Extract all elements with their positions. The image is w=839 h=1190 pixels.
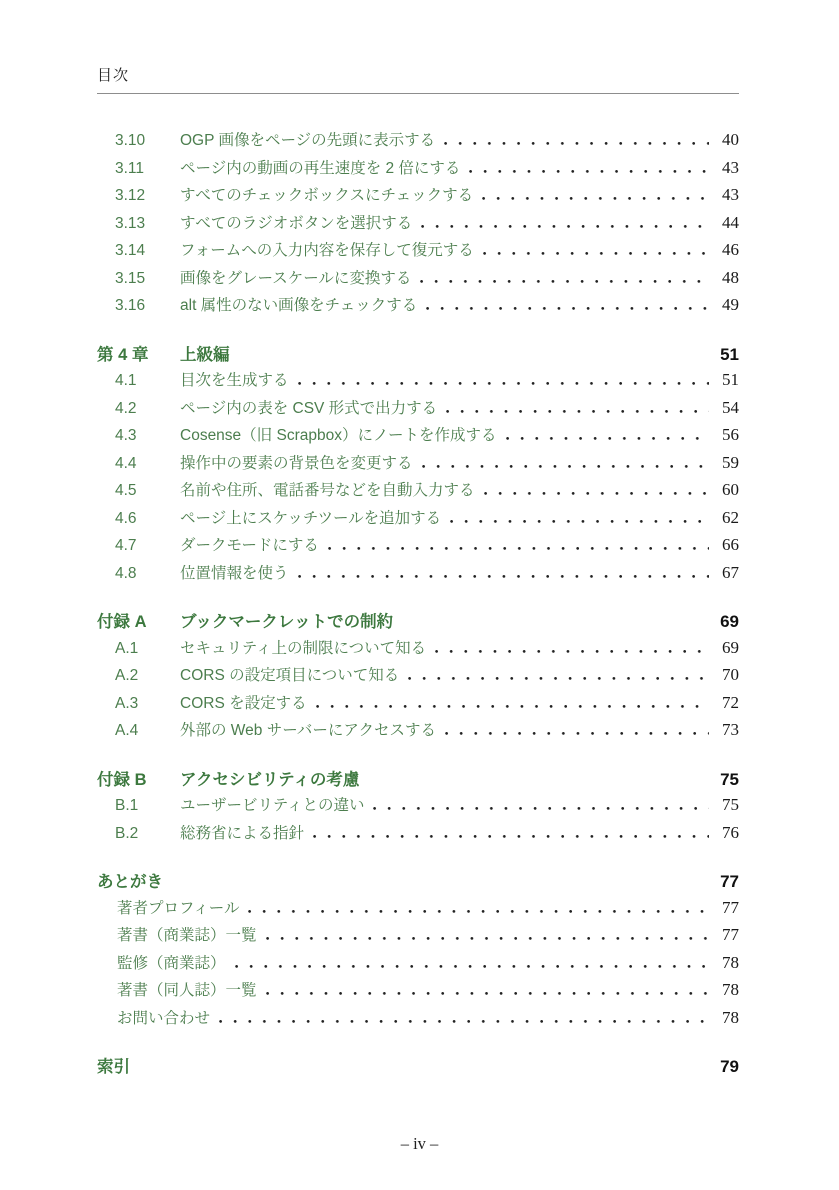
- entry-title: CORS を設定する: [180, 694, 307, 712]
- entry-page-number: 56: [722, 425, 739, 444]
- page-title: 目次: [97, 67, 130, 84]
- entry-title: 著書（同人誌）一覧: [117, 982, 257, 999]
- entry-title: 監修（商業誌）: [117, 954, 226, 972]
- toc-entry-row[interactable]: [97, 533, 739, 561]
- entry-page-number: 78: [722, 980, 739, 999]
- section-number: 4.2: [115, 399, 137, 417]
- dot-leader: [235, 965, 709, 968]
- entry-page-number: 73: [722, 720, 739, 739]
- entry-title: 画像をグレースケールに変換する: [180, 269, 412, 287]
- toc-entry-row[interactable]: [97, 896, 739, 924]
- entry-title: セキュリティ上の制限について知る: [180, 639, 427, 657]
- chapter-page-number: 51: [720, 344, 739, 364]
- entry-page-number: 69: [722, 637, 739, 657]
- toc-entry-row[interactable]: [97, 691, 739, 719]
- toc-entry-row[interactable]: [97, 423, 739, 451]
- dot-leader: [450, 520, 709, 523]
- section-number: 3.14: [115, 242, 146, 259]
- entry-page-number: 44: [722, 212, 739, 232]
- dot-leader: [435, 650, 709, 653]
- entry-page-number: 49: [722, 295, 739, 314]
- entry-page-number: 77: [722, 897, 739, 917]
- chapter-title: 上級編: [180, 345, 230, 364]
- toc-entry-row[interactable]: [97, 663, 739, 691]
- entry-title: 総務省による指針: [180, 824, 305, 842]
- toc-group: [97, 128, 739, 321]
- chapter-label: 付録 B: [97, 770, 147, 789]
- section-number: A.3: [115, 694, 139, 712]
- toc-entry-row[interactable]: [97, 718, 739, 746]
- entry-title: すべてのラジオボタンを選択する: [180, 214, 413, 232]
- entry-title: フォームへの入力内容を保存して復元する: [180, 242, 474, 259]
- entry-page-number: 78: [722, 952, 739, 972]
- section-number: A.4: [115, 722, 139, 739]
- page-content: [97, 66, 739, 1081]
- toc-heading-row[interactable]: [97, 766, 739, 794]
- dot-leader: [484, 492, 709, 495]
- toc-entry-row[interactable]: [97, 923, 739, 951]
- dot-leader: [219, 1020, 709, 1023]
- chapter-page-number: 75: [720, 769, 739, 789]
- entry-title: ページ上にスケッチツールを追加する: [180, 509, 442, 527]
- entry-page-number: 43: [722, 157, 739, 177]
- entry-title: alt 属性のない画像をチェックする: [180, 297, 418, 314]
- toc-entry-row[interactable]: [97, 561, 739, 589]
- section-number: A.2: [115, 667, 139, 684]
- toc-entry-row[interactable]: [97, 238, 739, 266]
- section-number: 4.7: [115, 537, 137, 554]
- chapter-page-number: 69: [720, 612, 739, 631]
- section-number: 4.6: [115, 509, 137, 527]
- entry-title: 操作中の要素の背景色を変更する: [180, 454, 413, 472]
- entry-page-number: 59: [722, 452, 739, 472]
- section-number: 4.1: [115, 372, 137, 389]
- entry-page-number: 43: [722, 185, 739, 204]
- dot-leader: [446, 410, 709, 413]
- toc-entry-row[interactable]: [97, 978, 739, 1006]
- entry-title: 著者プロフィール: [117, 899, 240, 917]
- chapter-title: アクセシビリティの考慮: [180, 770, 360, 789]
- dot-leader: [444, 142, 709, 145]
- dot-leader: [373, 807, 709, 810]
- toc-entry-row[interactable]: [97, 636, 739, 664]
- dot-leader: [469, 170, 709, 173]
- section-number: B.1: [115, 797, 139, 814]
- section-number: B.2: [115, 824, 139, 842]
- table-of-contents: [97, 128, 739, 1081]
- entry-title: ページ内の動画の再生速度を 2 倍にする: [180, 159, 461, 177]
- toc-entry-row[interactable]: [97, 451, 739, 479]
- toc-entry-row[interactable]: [97, 506, 739, 534]
- section-number: 3.16: [115, 297, 146, 314]
- dot-leader: [298, 382, 709, 385]
- toc-entry-row[interactable]: [97, 821, 739, 849]
- entry-page-number: 70: [722, 665, 739, 684]
- entry-title: ページ内の表を CSV 形式で出力する: [180, 399, 438, 417]
- chapter-page-number: 77: [720, 872, 739, 891]
- toc-heading-row[interactable]: [97, 341, 739, 369]
- toc-entry-row[interactable]: [97, 128, 739, 156]
- entry-page-number: 51: [722, 370, 739, 389]
- entry-page-number: 48: [722, 267, 739, 287]
- chapter-label: あとがき: [97, 873, 163, 891]
- toc-entry-row[interactable]: [97, 793, 739, 821]
- dot-leader: [316, 705, 709, 708]
- entry-title: OGP 画像をページの先頭に表示する: [180, 132, 436, 149]
- dot-leader: [426, 307, 709, 310]
- entry-title: 名前や住所、電話番号などを自動入力する: [180, 482, 475, 499]
- page-number-footer: – iv –: [400, 1134, 439, 1153]
- chapter-label: 付録 A: [97, 613, 147, 631]
- toc-entry-row[interactable]: [97, 183, 739, 211]
- toc-entry-row[interactable]: [97, 368, 739, 396]
- dot-leader: [422, 465, 709, 468]
- dot-leader: [421, 225, 709, 228]
- toc-entry-row[interactable]: [97, 951, 739, 979]
- section-number: 3.10: [115, 132, 146, 149]
- chapter-page-number: 79: [720, 1057, 739, 1076]
- dot-leader: [506, 437, 710, 440]
- entry-title: すべてのチェックボックスにチェックする: [180, 187, 474, 204]
- toc-group: [97, 868, 739, 1033]
- section-number: 3.13: [115, 214, 146, 232]
- entry-title: お問い合わせ: [117, 1009, 211, 1027]
- header-rule: [97, 93, 739, 94]
- dot-leader: [298, 575, 709, 578]
- section-number: 4.4: [115, 454, 137, 472]
- chapter-label: 第 4 章: [97, 345, 149, 364]
- entry-title: ダークモードにする: [180, 537, 319, 554]
- toc-group: [97, 1053, 739, 1081]
- entry-page-number: 67: [722, 562, 739, 582]
- entry-page-number: 76: [722, 822, 739, 842]
- entry-title: 位置情報を使う: [180, 564, 289, 582]
- entry-title: 外部の Web サーバーにアクセスする: [180, 722, 436, 739]
- entry-page-number: 78: [722, 1007, 739, 1027]
- toc-entry-row[interactable]: [97, 293, 739, 321]
- dot-leader: [328, 547, 709, 550]
- toc-heading-row[interactable]: [97, 608, 739, 636]
- entry-title: 著書（商業誌）一覧: [117, 927, 257, 944]
- section-number: A.1: [115, 639, 139, 657]
- chapter-title: ブックマークレットでの制約: [180, 613, 394, 631]
- section-number: 3.11: [115, 159, 145, 177]
- entry-page-number: 62: [722, 507, 739, 527]
- entry-page-number: 66: [722, 535, 739, 554]
- toc-group: [97, 341, 739, 589]
- entry-title: CORS の設定項目について知る: [180, 667, 400, 684]
- dot-leader: [266, 937, 709, 940]
- dot-leader: [313, 835, 709, 838]
- entry-page-number: 75: [722, 795, 739, 814]
- toc-entry-row[interactable]: [97, 266, 739, 294]
- toc-heading-row[interactable]: [97, 868, 739, 896]
- dot-leader: [445, 732, 709, 735]
- toc-entry-row[interactable]: [97, 478, 739, 506]
- dot-leader: [483, 252, 709, 255]
- dot-leader: [482, 197, 709, 200]
- section-number: 4.5: [115, 482, 137, 499]
- toc-entry-row[interactable]: [97, 211, 739, 239]
- toc-group: [97, 766, 739, 849]
- toc-heading-row[interactable]: [97, 1053, 739, 1081]
- section-number: 4.3: [115, 427, 137, 444]
- entry-page-number: 40: [722, 130, 739, 149]
- entry-page-number: 77: [722, 925, 739, 944]
- toc-group: [97, 608, 739, 746]
- entry-title: Cosense（旧 Scrapbox）にノートを作成する: [180, 427, 497, 444]
- entry-page-number: 54: [722, 397, 739, 417]
- dot-leader: [420, 280, 709, 283]
- toc-entry-row[interactable]: [97, 156, 739, 184]
- section-number: 3.12: [115, 187, 146, 204]
- chapter-label: 索引: [97, 1058, 130, 1076]
- entry-title: ユーザービリティとの違い: [180, 797, 365, 814]
- entry-page-number: 72: [722, 692, 739, 712]
- toc-entry-row[interactable]: [97, 1006, 739, 1034]
- section-number: 3.15: [115, 269, 146, 287]
- section-number: 4.8: [115, 564, 137, 582]
- dot-leader: [408, 677, 709, 680]
- dot-leader: [248, 910, 709, 913]
- toc-entry-row[interactable]: [97, 396, 739, 424]
- entry-page-number: 46: [722, 240, 739, 259]
- dot-leader: [266, 992, 709, 995]
- entry-title: 目次を生成する: [180, 372, 289, 389]
- entry-page-number: 60: [722, 480, 739, 499]
